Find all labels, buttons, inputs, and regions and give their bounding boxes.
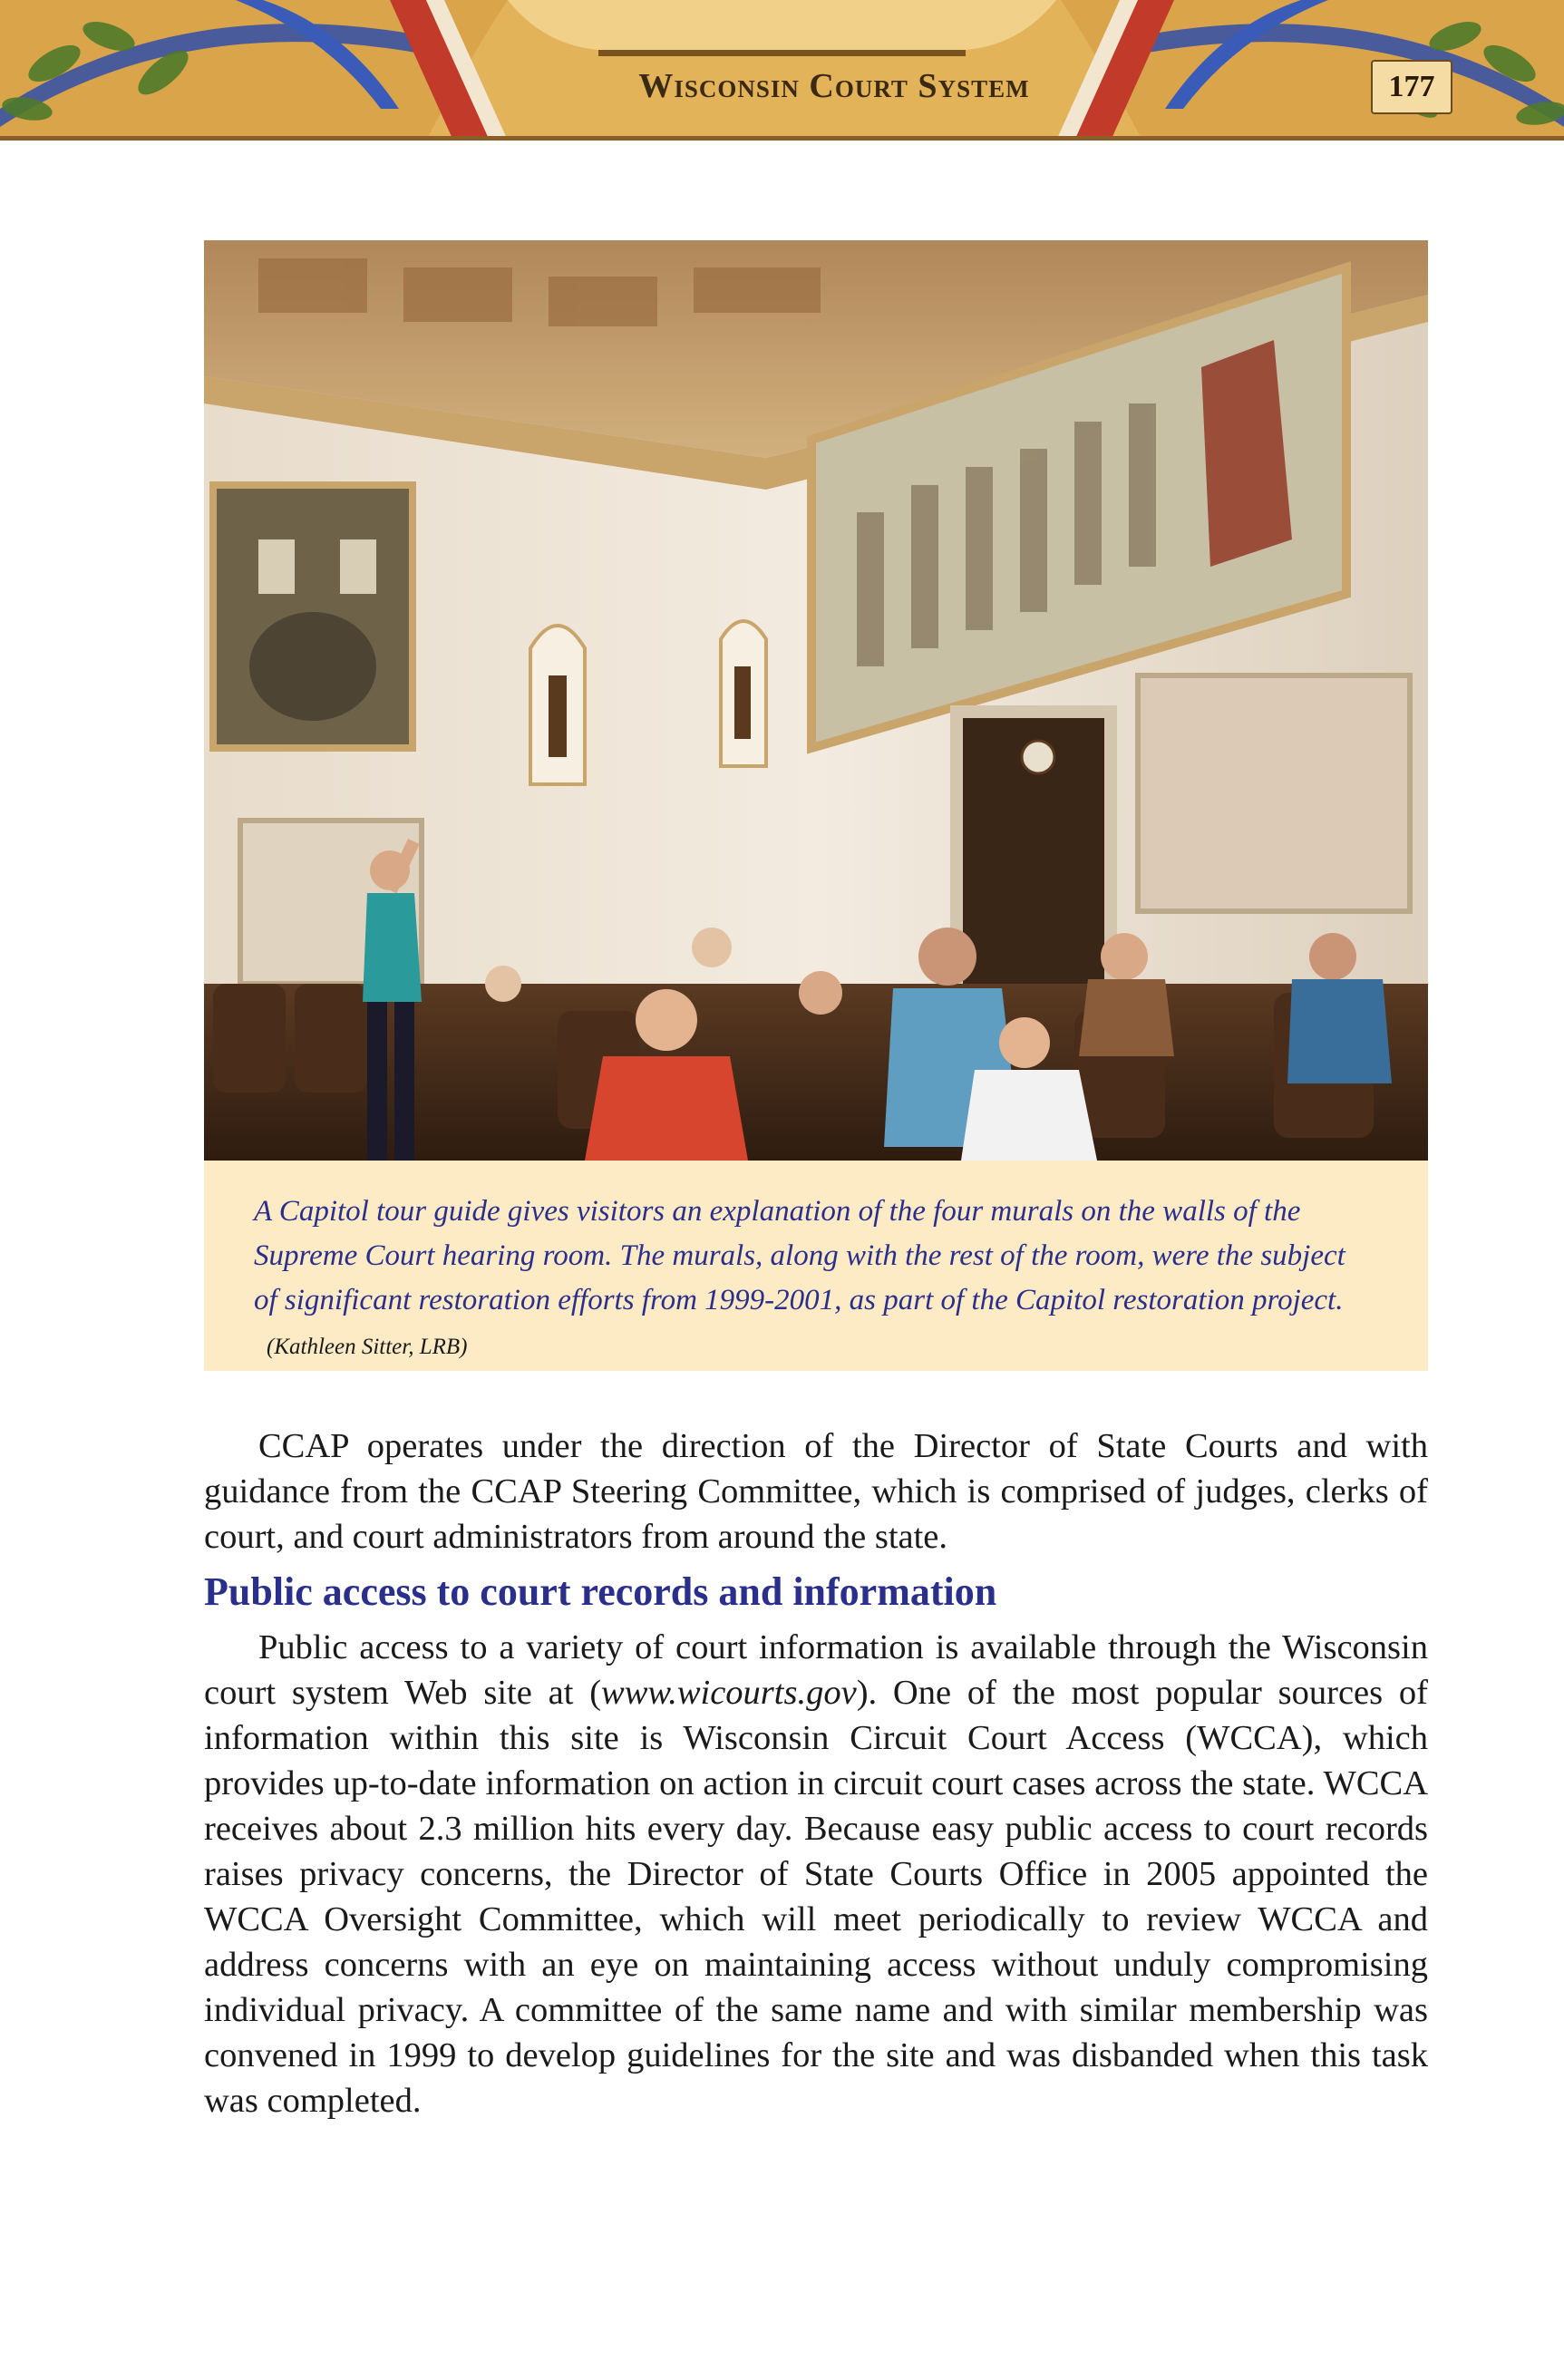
running-header-title: Wisconsin Court System [638, 67, 1030, 105]
body-paragraph-public-access [204, 1625, 1428, 2123]
page-header-banner [0, 0, 1564, 141]
photo-caption-box [204, 1161, 1428, 1371]
section-heading-public-access: Public access to court records and information [204, 1569, 997, 1614]
photo-caption [254, 1190, 1374, 1369]
paragraph-text-before-url: Public access to a variety of court information is available through the Wisconsin court system Web site at ( [204, 1628, 1428, 1712]
caption-text: A Capitol tour guide gives visitors an explanation of the four murals on the walls of the Supreme Court hearing room. The murals, along with the rest of the room, were the subject of significant restoration efforts from 1999-2001, as part of the Capitol restoration project. [254, 1195, 1345, 1316]
photo-credit: (Kathleen Sitter, LRB) [267, 1335, 468, 1359]
paragraph-text-after-url: ). One of the most popular sources of information within this site is Wisconsin Circuit Court Access (WCCA), which provides up-to-date information on action in circuit court cases across the state. WCCA receives about 2.3 million hits every day. Because easy public access to court records raises privacy concerns, the Director of State Courts Office in 2005 appointed the WCCA Oversight Committee, which will meet periodically to review WCCA and address concerns with an eye on maintaining access without unduly compromising individual privacy. A committee of the same name and with similar membership was convened in 1999 to develop guidelines for the site and was disbanded when this task was completed. [204, 1674, 1428, 2120]
wicourts-url: www.wicourts.gov [601, 1674, 857, 1712]
supreme-court-hearing-room-photo [204, 240, 1428, 1161]
page-number: 177 [1371, 60, 1452, 114]
photo-illustration [204, 240, 1428, 1161]
body-paragraph-ccap: CCAP operates under the direction of the Director of State Courts and with guidance from the CCAP Steering Committee, which is comprised of judges, clerks of court, and court administrators from around the state. [204, 1427, 1428, 1556]
